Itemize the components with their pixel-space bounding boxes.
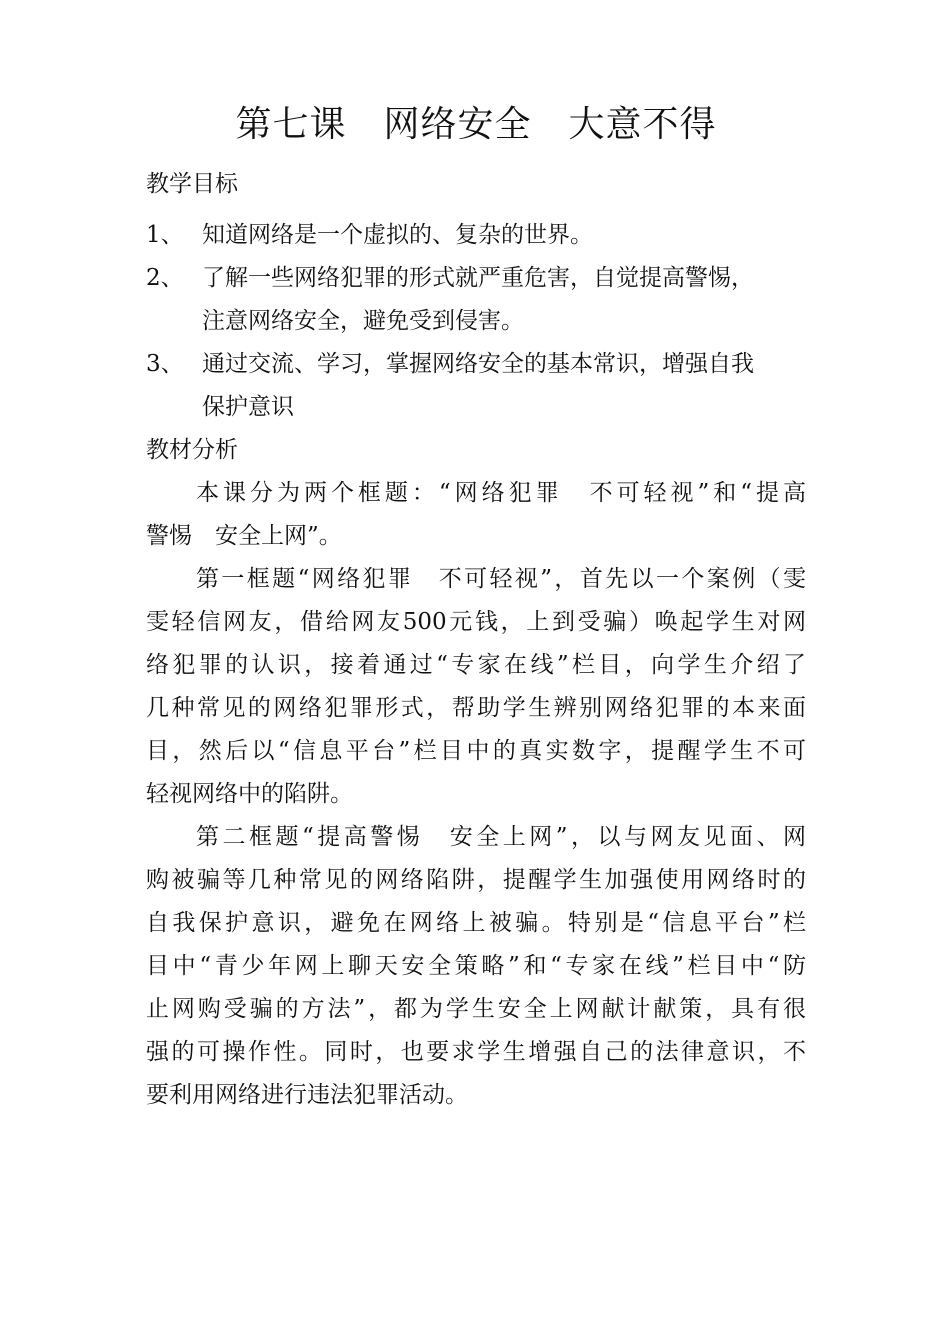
document-page <box>146 0 806 1344</box>
analysis-heading: 教材分析 <box>146 437 238 463</box>
paragraph-line: 购被骗等几种常见的网络陷阱，提醒学生加强使用网络时的 <box>146 867 806 893</box>
paragraph-line: 要利用网络进行违法犯罪活动。 <box>146 1082 468 1108</box>
paragraph-line: 目，然后以“信息平台”栏目中的真实数字，提醒学生不可 <box>146 738 806 764</box>
objective-text: 通过交流、学习，掌握网络安全的基本常识，增强自我 <box>202 351 754 377</box>
paragraph-line: 络犯罪的认识，接着通过“专家在线”栏目，向学生介绍了 <box>146 652 806 678</box>
objectives-heading: 教学目标 <box>146 171 238 197</box>
paragraph-line: 警惕 安全上网”。 <box>146 523 342 549</box>
objective-number: 3、 <box>146 351 184 377</box>
paragraph-line: 雯轻信网友，借给网友500元钱，上到受骗）唤起学生对网 <box>146 609 806 635</box>
paragraph-line: 本课分为两个框题：“网络犯罪 不可轻视”和“提高 <box>196 480 806 506</box>
paragraph-line: 止网购受骗的方法”，都为学生安全上网献计献策，具有很 <box>146 996 806 1022</box>
paragraph-line: 第二框题“提高警惕 安全上网”，以与网友见面、网 <box>196 824 806 850</box>
paragraph-line: 强的可操作性。同时，也要求学生增强自己的法律意识，不 <box>146 1039 806 1065</box>
objective-text: 注意网络安全，避免受到侵害。 <box>202 308 524 334</box>
paragraph-line: 自我保护意识，避免在网络上被骗。特别是“信息平台”栏 <box>146 910 806 936</box>
paragraph-line: 几种常见的网络犯罪形式，帮助学生辨别网络犯罪的本来面 <box>146 695 806 721</box>
objective-number: 2、 <box>146 265 184 291</box>
lesson-title: 第七课 网络安全 大意不得 <box>235 104 717 145</box>
objective-number: 1、 <box>146 222 184 248</box>
paragraph-line: 目中“青少年网上聊天安全策略”和“专家在线”栏目中“防 <box>146 953 806 979</box>
objective-text: 了解一些网络犯罪的形式就严重危害，自觉提高警惕， <box>202 265 754 291</box>
objective-text: 知道网络是一个虚拟的、复杂的世界。 <box>202 222 593 248</box>
objective-text: 保护意识 <box>202 394 294 420</box>
paragraph-line: 轻视网络中的陷阱。 <box>146 781 353 807</box>
paragraph-line: 第一框题“网络犯罪 不可轻视”，首先以一个案例（雯 <box>196 566 806 592</box>
